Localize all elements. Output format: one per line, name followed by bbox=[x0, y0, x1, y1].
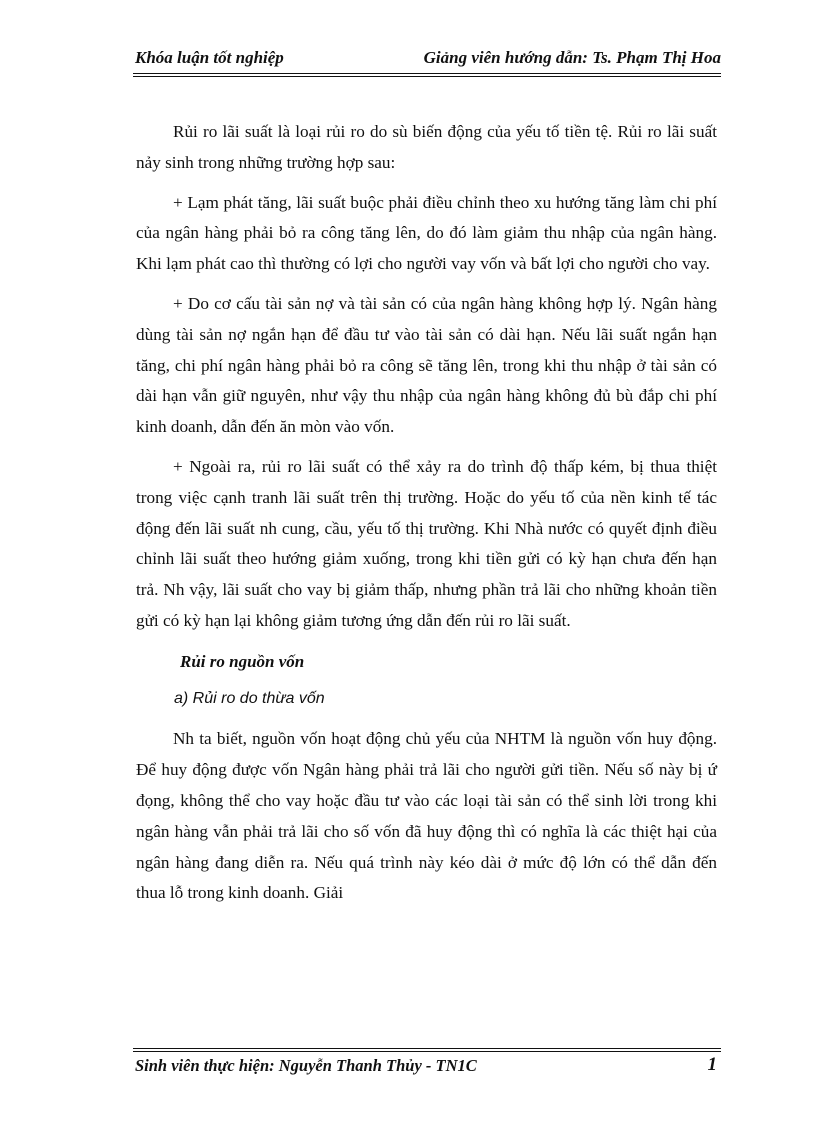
body-paragraph: + Do cơ cấu tài sản nợ và tài sản có của ngân hàng không hợp lý. Ngân hàng dùng tài sản nợ ngắn hạn để đầu tư vào tài sản có dài hạn. Nếu lãi suất ngắn hạn tăng, chi phí ngân hàng phải bỏ ra công sẽ tăng lên, trong khi thu nhập ở tài sản có dài hạn vẫn giữ nguyên, như vậy thu nhập của ngân hàng không đủ bù đắp chi phí kinh doanh, dẫn đến ăn mòn vào vốn. bbox=[136, 293, 717, 437]
section-subheading: a) Rủi ro do thừa vốn bbox=[174, 689, 325, 707]
document-body bbox=[136, 117, 717, 918]
header-rule bbox=[133, 73, 721, 77]
body-paragraph: Rủi ro lãi suất là loại rủi ro do sù biến động của yếu tố tiền tệ. Rủi ro lãi suất nảy sinh trong những trường hợp sau: bbox=[136, 122, 717, 172]
body-paragraph: + Lạm phát tăng, lãi suất buộc phải điều chỉnh theo xu hướng tăng làm chi phí của ngân hàng phải bỏ ra công tăng lên, do đó làm giảm thu nhập của ngân hàng. Khi lạm phát cao thì thường có lợi cho người vay vốn và bất lợi cho người cho vay. bbox=[136, 192, 717, 274]
section-heading: Rủi ro nguồn vốn bbox=[180, 651, 305, 671]
header-advisor: Giảng viên hướng dẫn: Ts. Phạm Thị Hoa bbox=[423, 48, 721, 67]
footer-rule bbox=[133, 1048, 721, 1052]
body-paragraph: + Ngoài ra, rủi ro lãi suất có thể xảy ra do trình độ thấp kém, bị thua thiệt trong việc cạnh tranh lãi suất trên thị trường. Hoặc do yếu tố của nền kinh tế tác động đến lãi suất nh cung, cầu, yếu tố thị trường. Khi Nhà nước có quyết định điều chỉnh lãi suất theo hướng giảm xuống, trong khi tiền gửi có kỳ hạn chưa đến hạn trả. Nh vậy, lãi suất cho vay bị giảm thấp, nhưng phần trả lãi cho những khoản tiền gửi có kỳ hạn lại không giảm tương ứng dẫn đến rủi ro lãi suất. bbox=[136, 456, 717, 630]
page-header bbox=[133, 46, 721, 74]
page-number: 1 bbox=[707, 1054, 717, 1075]
footer-student: Sinh viên thực hiện: Nguyễn Thanh Thủy - TN1C bbox=[135, 1056, 477, 1075]
body-paragraph: Nh ta biết, nguồn vốn hoạt động chủ yếu của NHTM là nguồn vốn huy động. Để huy động được vốn Ngân hàng phải trả lãi cho người gửi tiền. Nếu số này bị ứ đọng, không thể cho vay hoặc đầu tư vào các loại tài sản có thể sinh lời trong khi ngân hàng vẫn phải trả lãi cho số vốn đã huy động thì có nghĩa là các thiệt hại của ngân hàng đang diễn ra. Nếu quá trình này kéo dài ở mức độ lớn có thể dẫn đến thua lỗ trong kinh doanh. Giải bbox=[136, 729, 717, 903]
header-thesis-title: Khóa luận tốt nghiệp bbox=[135, 48, 284, 67]
